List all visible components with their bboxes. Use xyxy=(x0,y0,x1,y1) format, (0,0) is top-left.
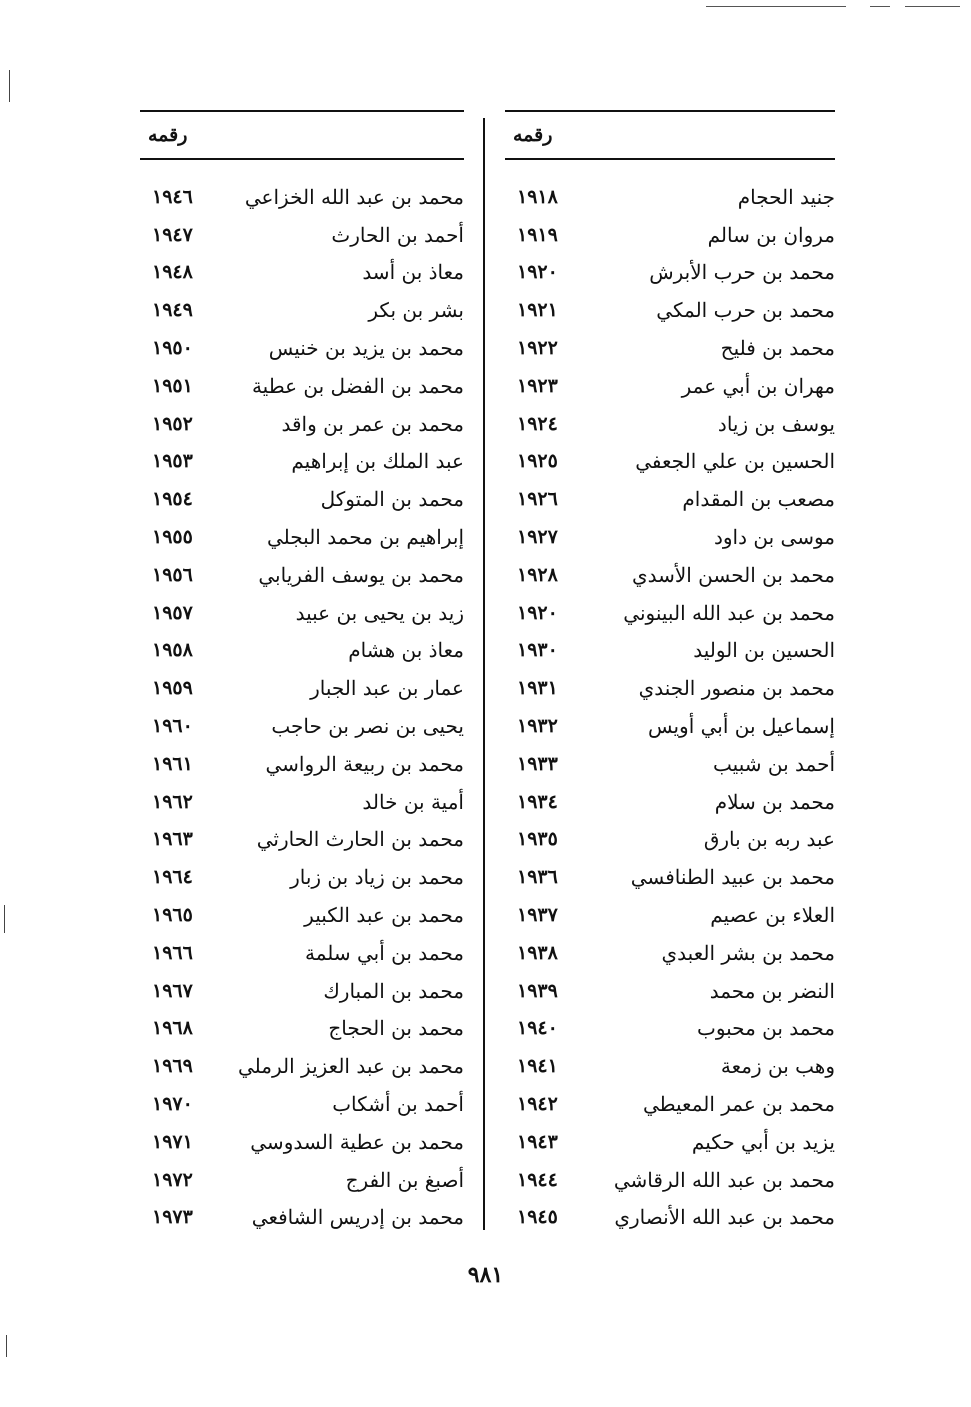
header-label: رقمه xyxy=(148,124,188,146)
list-item xyxy=(140,291,464,329)
narrator-name: محمد بن عبد الله البينوني xyxy=(623,600,835,625)
entry-number: ١٩٤٨ xyxy=(152,261,193,284)
list-item xyxy=(505,1085,835,1123)
list-item xyxy=(505,291,835,329)
margin-mark xyxy=(4,905,5,933)
list-item xyxy=(505,405,835,443)
top-edge-mark xyxy=(706,6,846,7)
list-item xyxy=(505,443,835,481)
entry-number: ١٩٤٥ xyxy=(517,1206,558,1229)
entry-number: ١٩٧٢ xyxy=(152,1168,193,1191)
list-item xyxy=(140,556,464,594)
top-edge-mark xyxy=(870,6,890,7)
narrator-name: محمد بن بشر العبدي xyxy=(661,940,835,965)
narrator-name: محمد بن سلام xyxy=(714,789,835,814)
entry-number: ١٩٥٩ xyxy=(152,677,193,700)
list-item xyxy=(140,972,464,1010)
entry-number: ١٩٥٣ xyxy=(152,450,193,473)
column-header xyxy=(140,112,464,158)
list-item xyxy=(140,783,464,821)
narrator-name: العلاء بن عصيم xyxy=(710,903,835,928)
top-edge-mark xyxy=(905,6,960,7)
list-item xyxy=(505,367,835,405)
entry-number: ١٩٧٣ xyxy=(152,1206,193,1229)
header-bottom-rule xyxy=(505,158,835,160)
narrator-name: محمد بن عمر بن واقد xyxy=(281,411,464,436)
narrator-name: إبراهيم بن محمد البجلي xyxy=(266,525,464,550)
list-item xyxy=(505,556,835,594)
narrator-name: محمد بن حرب المكي xyxy=(656,298,835,323)
list-item xyxy=(505,707,835,745)
entry-number: ١٩٤٩ xyxy=(152,299,193,322)
narrator-name: محمد بن الحارث الحارثي xyxy=(256,827,464,852)
list-item xyxy=(140,367,464,405)
entry-number: ١٩٢٣ xyxy=(517,374,558,397)
entry-number: ١٩٢٨ xyxy=(517,563,558,586)
entry-number: ١٩٥٠ xyxy=(152,337,193,360)
list-item xyxy=(140,934,464,972)
entry-number: ١٩٣٦ xyxy=(517,866,558,889)
list-item xyxy=(140,1199,464,1237)
entry-number: ١٩٦٤ xyxy=(152,866,193,889)
narrator-name: معاذ بن هشام xyxy=(348,638,464,663)
entry-number: ١٩٦٥ xyxy=(152,904,193,927)
list-item xyxy=(140,480,464,518)
narrator-name: إسماعيل بن أبي أويس xyxy=(647,714,835,739)
column-divider xyxy=(483,118,485,1230)
left-column-rows xyxy=(140,178,464,1236)
list-item xyxy=(140,896,464,934)
entry-number: ١٩٢٤ xyxy=(517,412,558,435)
entry-number: ١٩٧٠ xyxy=(152,1093,193,1116)
entry-number: ١٩٥١ xyxy=(152,374,193,397)
narrator-name: محمد بن ربيعة الرواسي xyxy=(265,751,464,776)
entry-number: ١٩٦٦ xyxy=(152,941,193,964)
entry-number: ١٩٦٢ xyxy=(152,790,193,813)
list-item xyxy=(505,1161,835,1199)
list-item xyxy=(505,934,835,972)
narrator-name: محمد بن الحجاج xyxy=(328,1016,464,1041)
list-item xyxy=(505,972,835,1010)
narrator-name: بشر بن بكر xyxy=(368,298,464,323)
entry-number: ١٩٦١ xyxy=(152,752,193,775)
narrator-name: محمد بن يزيد بن خنيس xyxy=(268,336,464,361)
narrator-name: أمية بن خالد xyxy=(362,789,464,814)
right-column xyxy=(505,110,835,1236)
list-item xyxy=(140,1123,464,1161)
narrator-name: عمار بن عبد الجبار xyxy=(310,676,464,701)
narrator-name: محمد بن يوسف الفريابي xyxy=(258,562,464,587)
entry-number: ١٩٤٧ xyxy=(152,223,193,246)
narrator-name: مروان بن سالم xyxy=(707,222,835,247)
narrator-name: معاذ بن أسد xyxy=(362,260,464,285)
entry-number: ١٩٤٠ xyxy=(517,1017,558,1040)
narrator-name: يوسف بن زياد xyxy=(717,411,835,436)
entry-number: ١٩٢١ xyxy=(517,299,558,322)
entry-number: ١٩٣٢ xyxy=(517,715,558,738)
list-item xyxy=(140,254,464,292)
narrator-name: محمد بن عبد العزيز الرملي xyxy=(238,1054,464,1079)
entry-number: ١٩٥٧ xyxy=(152,601,193,624)
list-item xyxy=(505,745,835,783)
entry-number: ١٩٦٧ xyxy=(152,979,193,1002)
entry-number: ١٩٥٢ xyxy=(152,412,193,435)
entry-number: ١٩٣٤ xyxy=(517,790,558,813)
header-label: رقمه xyxy=(513,124,553,146)
entry-number: ١٩٥٥ xyxy=(152,526,193,549)
entry-number: ١٩٣١ xyxy=(517,677,558,700)
list-item xyxy=(505,594,835,632)
narrator-name: محمد بن عبد الله الرقاشي xyxy=(613,1167,835,1192)
narrator-name: محمد بن المبارك xyxy=(323,978,464,1003)
list-item xyxy=(140,1010,464,1048)
list-item xyxy=(140,745,464,783)
entry-number: ١٩٢٢ xyxy=(517,337,558,360)
list-item xyxy=(140,329,464,367)
list-item xyxy=(140,821,464,859)
list-item xyxy=(505,1010,835,1048)
narrator-name: محمد بن منصور الجندي xyxy=(638,676,835,701)
narrator-name: عبد الملك بن إبراهيم xyxy=(291,449,464,474)
narrator-name: محمد بن أبي سلمة xyxy=(304,940,464,965)
narrator-name: محمد بن إدريس الشافعي xyxy=(251,1205,464,1230)
entry-number: ١٩٤٦ xyxy=(152,185,193,208)
narrator-name: موسى بن داود xyxy=(713,525,835,550)
list-item xyxy=(140,216,464,254)
narrator-name: زيد بن يحيى بن عبيد xyxy=(295,600,464,625)
list-item xyxy=(140,178,464,216)
list-item xyxy=(140,1085,464,1123)
entry-number: ١٩٤٢ xyxy=(517,1093,558,1116)
entry-number: ١٩٣٣ xyxy=(517,752,558,775)
entry-number: ١٩٢٠ xyxy=(517,261,558,284)
narrator-name: محمد بن الحسن الأسدي xyxy=(631,562,835,587)
narrator-name: الحسين بن الوليد xyxy=(693,638,835,663)
list-item xyxy=(505,1123,835,1161)
entry-number: ١٩٢٧ xyxy=(517,526,558,549)
left-column xyxy=(140,110,464,1236)
list-item xyxy=(140,632,464,670)
list-item xyxy=(140,594,464,632)
narrator-name: محمد بن عبد الله الخزاعي xyxy=(244,184,464,209)
entry-number: ١٩٣٠ xyxy=(517,639,558,662)
narrator-name: محمد بن زياد بن زبار xyxy=(290,865,464,890)
list-item xyxy=(505,1199,835,1237)
entry-number: ١٩٥٨ xyxy=(152,639,193,662)
narrator-name: الحسين بن علي الجعفي xyxy=(635,449,835,474)
entry-number: ١٩٢٥ xyxy=(517,450,558,473)
narrator-name: أحمد بن شبيب xyxy=(713,751,835,776)
header-bottom-rule xyxy=(140,158,464,160)
entry-number: ١٩٧١ xyxy=(152,1130,193,1153)
narrator-name: وهب بن زمعة xyxy=(720,1054,835,1079)
margin-mark xyxy=(6,1335,7,1357)
narrator-name: أحمد بن الحارث xyxy=(331,222,464,247)
list-item xyxy=(140,443,464,481)
entry-number: ١٩٦٩ xyxy=(152,1055,193,1078)
list-item xyxy=(505,858,835,896)
list-item xyxy=(140,1161,464,1199)
entry-number: ١٩٤١ xyxy=(517,1055,558,1078)
narrator-name: محمد بن حرب الأبرش xyxy=(649,260,835,285)
narrator-name: محمد بن عطية السدوسي xyxy=(250,1129,464,1154)
list-item xyxy=(505,1047,835,1085)
right-column-rows xyxy=(505,178,835,1236)
narrator-name: محمد بن فليح xyxy=(720,336,835,361)
entry-number: ١٩٦٣ xyxy=(152,828,193,851)
narrator-name: محمد بن عبد الكبير xyxy=(304,903,464,928)
entry-number: ١٩٥٤ xyxy=(152,488,193,511)
narrator-name: محمد بن محبوب xyxy=(696,1016,835,1041)
narrator-name: محمد بن عبد الله الأنصاري xyxy=(614,1205,835,1230)
list-item xyxy=(140,669,464,707)
entry-number: ١٩٤٤ xyxy=(517,1168,558,1191)
list-item xyxy=(505,821,835,859)
entry-number: ١٩٣٨ xyxy=(517,941,558,964)
list-item xyxy=(140,405,464,443)
entry-number: ١٩٢٦ xyxy=(517,488,558,511)
page-number: ٩٨١ xyxy=(467,1262,504,1288)
narrator-name: مهران بن أبي عمر xyxy=(681,373,835,398)
list-item xyxy=(140,858,464,896)
entry-number: ١٩٦٨ xyxy=(152,1017,193,1040)
entry-number: ١٩٤٣ xyxy=(517,1130,558,1153)
entry-number: ١٩٣٥ xyxy=(517,828,558,851)
list-item xyxy=(505,178,835,216)
entry-number: ١٩٥٦ xyxy=(152,563,193,586)
entry-number: ١٩١٩ xyxy=(517,223,558,246)
list-item xyxy=(505,254,835,292)
entry-number: ١٩٦٠ xyxy=(152,715,193,738)
narrator-name: محمد بن عمر المعيطي xyxy=(642,1092,835,1117)
list-item xyxy=(140,1047,464,1085)
narrator-name: محمد بن المتوكل xyxy=(320,487,464,512)
list-item xyxy=(505,783,835,821)
entry-number: ١٩١٨ xyxy=(517,185,558,208)
narrator-name: عبد ربه بن بارق xyxy=(703,827,835,852)
narrator-name: النضر بن محمد xyxy=(709,978,835,1003)
list-item xyxy=(505,329,835,367)
narrator-name: أحمد بن أشكاب xyxy=(332,1092,464,1117)
margin-mark xyxy=(9,70,10,102)
list-item xyxy=(505,518,835,556)
entry-number: ١٩٢٠ xyxy=(517,601,558,624)
list-item xyxy=(505,632,835,670)
narrator-name: محمد بن الفضل بن عطية xyxy=(251,373,464,398)
narrator-name: جنيد الحجام xyxy=(737,184,835,209)
list-item xyxy=(505,669,835,707)
narrator-name: مصعب بن المقدام xyxy=(682,487,835,512)
entry-number: ١٩٣٩ xyxy=(517,979,558,1002)
narrator-name: أصبغ بن الفرج xyxy=(345,1167,464,1192)
narrator-name: يحيى بن نصر بن حاجب xyxy=(271,714,464,739)
narrator-name: يزيد بن أبي حكيم xyxy=(691,1129,835,1154)
list-item xyxy=(505,216,835,254)
narrator-name: محمد بن عبيد الطنافسي xyxy=(630,865,835,890)
entry-number: ١٩٣٧ xyxy=(517,904,558,927)
list-item xyxy=(140,518,464,556)
column-header xyxy=(505,112,835,158)
list-item xyxy=(505,896,835,934)
list-item xyxy=(140,707,464,745)
list-item xyxy=(505,480,835,518)
